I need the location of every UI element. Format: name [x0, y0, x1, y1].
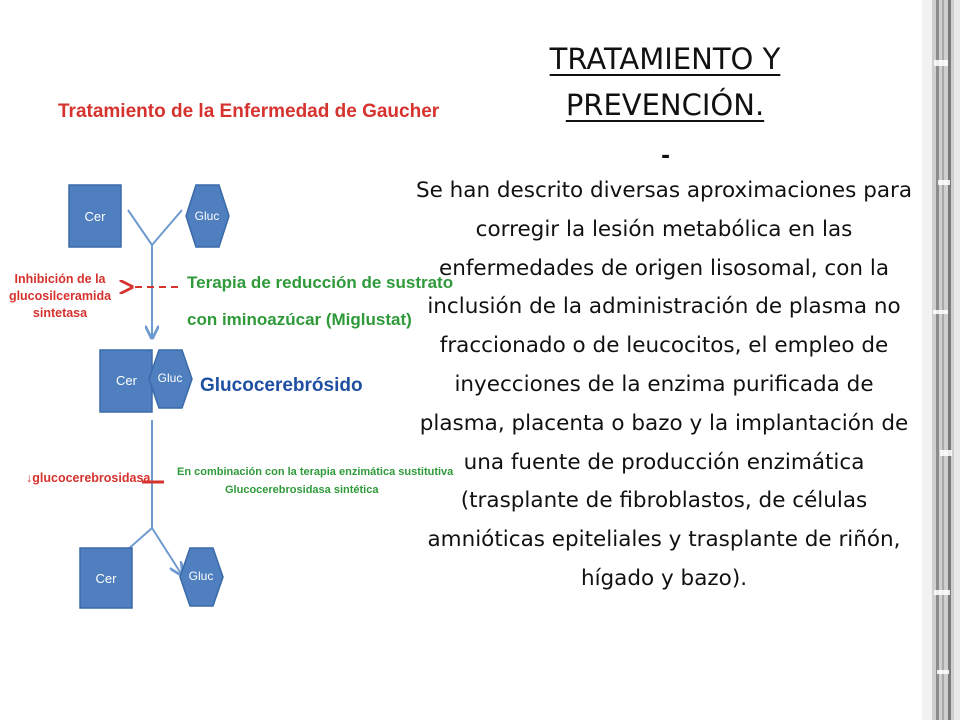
gluc-label-middle: Gluc: [157, 371, 183, 385]
therapy-line-2: con iminoazúcar (Miglustat): [187, 310, 412, 329]
body-paragraph: Se han descrito diversas aproximaciones para corregir la lesión metabólica en las enfermedades de origen lisosomal, con la inclusión de la administración de plasma no fraccionado o de leucocitos, el empleo de inyecciones de la enzima purificada de plasma, placenta o bazo y la implantación de una fuente de producción enzimática (trasplante de fibroblastos, de células amnióticas epiteliales y trasplante de riñón, hígado y bazo).: [415, 178, 913, 591]
join-line-left: [128, 210, 152, 245]
title-separator: -: [661, 144, 671, 169]
glucocerebroside-label: Glucocerebrósido: [200, 375, 363, 396]
enzyme-label: ↓glucocerebrosidasa: [26, 471, 151, 485]
diagram-title: Tratamiento de la Enfermedad de Gaucher: [58, 101, 440, 122]
gaucher-treatment-diagram: [8, 80, 454, 620]
gluc-label-bottom: Gluc: [188, 569, 214, 583]
combination-line-1: En combinación con la terapia enzimática sustitutiva: [177, 466, 454, 478]
cer-label-bottom: Cer: [95, 571, 117, 586]
decorative-right-border: [922, 0, 960, 720]
split-line-right: [152, 528, 182, 575]
title-line-2: PREVENCIÓN.: [565, 88, 765, 122]
cer-label-top: Cer: [84, 209, 106, 224]
inhibition-line-2: glucosilceramida: [8, 289, 112, 303]
inhibition-line-3: sintetasa: [32, 306, 88, 320]
combination-line-2: Glucocerebrosidasa sintética: [225, 484, 379, 496]
therapy-line-1: Terapia de reducción de sustrato: [187, 273, 454, 292]
join-line-right: [152, 210, 182, 245]
cer-label-middle: Cer: [116, 373, 137, 388]
title-line-1: TRATAMIENTO Y: [549, 42, 781, 76]
gluc-label-top: Gluc: [194, 209, 220, 223]
slide-title: [470, 36, 860, 128]
inhibition-line-1: Inhibición de la: [14, 272, 106, 286]
